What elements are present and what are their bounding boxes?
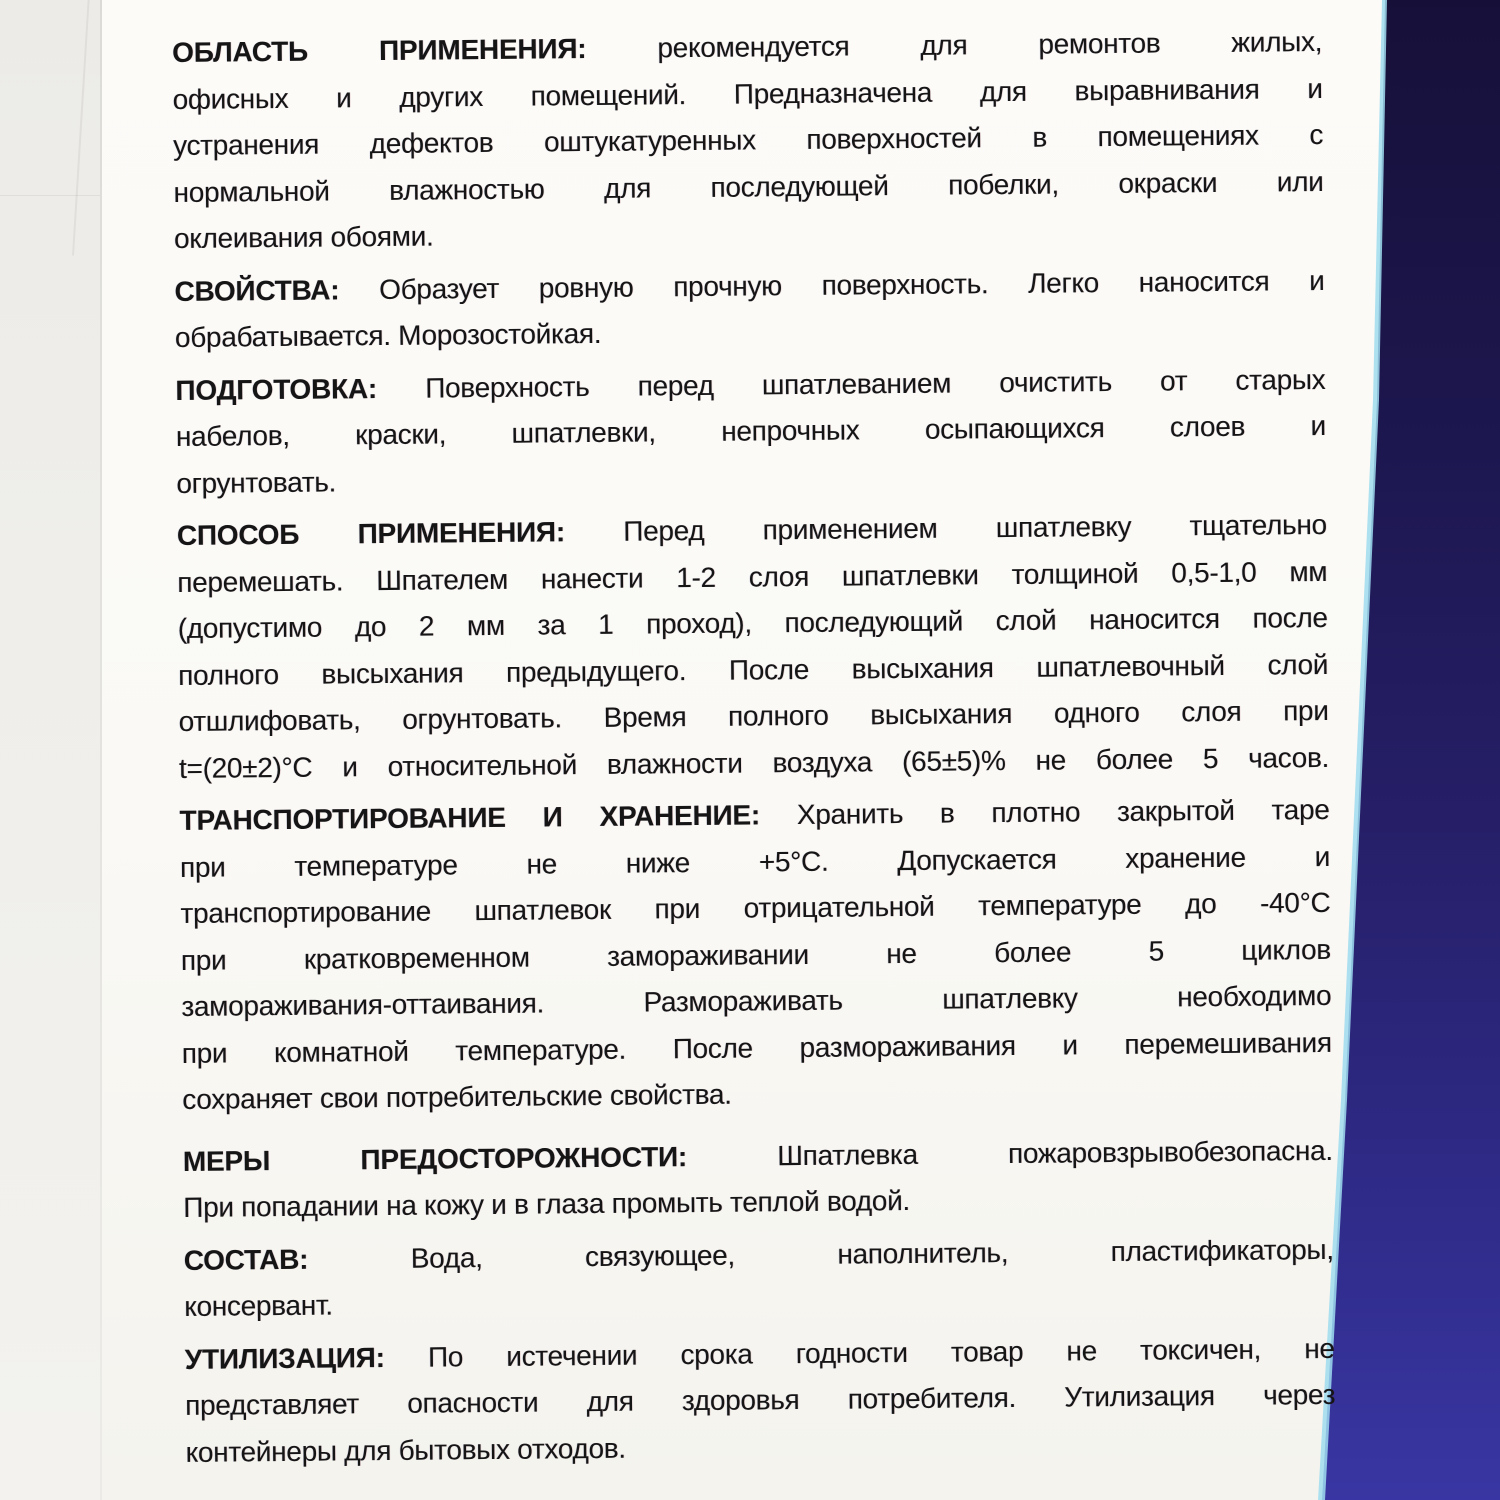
text-line: транспортирование шпатлевок при отрицательной температуре до -40°С — [180, 886, 1331, 929]
label-section-6 — [184, 1226, 1335, 1330]
label-section-1 — [174, 257, 1325, 361]
section-body-text: Шпатлевка пожаровзрывобезопасна. — [777, 1134, 1333, 1171]
section-header: СВОЙСТВА: — [174, 273, 340, 307]
text-line: замораживания-оттаивания. Размораживать шпатлевку необходимо — [181, 979, 1332, 1022]
section-header: ОБЛАСТЬ ПРИМЕНЕНИЯ: — [172, 33, 587, 68]
label-section-0 — [172, 19, 1324, 263]
text-line: представляет опасности для здоровья потребителя. Утилизация через — [185, 1378, 1336, 1421]
label-section-4 — [179, 787, 1332, 1124]
text-line: офисных и других помещений. Предназначена для выравнивания и — [172, 72, 1323, 115]
label-section-2 — [175, 356, 1326, 507]
text-line: огрунтовать. — [176, 465, 337, 499]
text-line: При попадании на кожу и в глаза промыть теплой водой. — [183, 1184, 911, 1223]
text-line: сохраняет свои потребительские свойства. — [182, 1078, 732, 1115]
section-header: УТИЛИЗАЦИЯ: — [184, 1341, 385, 1375]
text-line: полного высыхания предыдущего. После высыхания шпатлевочный слой — [178, 648, 1329, 691]
label-section-3 — [177, 502, 1330, 792]
package-side-strip — [0, 0, 102, 1500]
section-body-text: Хранить в плотно закрытой таре — [796, 793, 1330, 831]
text-line: при кратковременном замораживании не более 5 циклов — [180, 933, 1332, 976]
label-crease-horizontal — [0, 195, 100, 196]
section-body-text: Образует ровную прочную поверхность. Легко наносится и — [378, 264, 1325, 305]
section-header: ПОДГОТОВКА: — [175, 372, 378, 406]
text-line: обрабатывается. Морозостойкая. — [174, 317, 602, 353]
section-body-text: По истечении срока годности товар не токсичен, не — [427, 1332, 1335, 1373]
section-body-text: рекомендуется для ремонтов жилых, — [657, 25, 1323, 64]
section-header: СПОСОБ ПРИМЕНЕНИЯ: — [176, 516, 566, 551]
section-body-text: Перед применением шпатлевку тщательно — [623, 508, 1327, 547]
label-text — [172, 19, 1336, 1476]
text-line: при комнатной температуре. После размораживания и перемешивания — [181, 1026, 1332, 1069]
text-line: при температуре не ниже +5°С. Допускается хранение и — [179, 840, 1331, 883]
text-line: (допустимо до 2 мм за 1 проход), последующий слой наносится после — [177, 601, 1328, 644]
label-section-7 — [185, 1325, 1336, 1476]
text-line: оклеивания обоями. — [173, 220, 434, 254]
section-header: ТРАНСПОРТИРОВАНИЕ И ХРАНЕНИЕ: — [179, 799, 761, 836]
section-body-text: Вода, связующее, наполнитель, пластификаторы, — [410, 1233, 1334, 1274]
text-line: контейнеры для бытовых отходов. — [185, 1432, 626, 1468]
text-line: консервант. — [184, 1289, 333, 1322]
section-header: МЕРЫ ПРЕДОСТОРОЖНОСТИ: — [182, 1140, 688, 1177]
text-line: устранения дефектов оштукатуренных поверхностей в помещениях с — [172, 118, 1324, 161]
section-header: СОСТАВ: — [183, 1243, 309, 1276]
text-line: нормальной влажностью для последующей побелки, окраски или — [173, 165, 1324, 208]
text-line: отшлифовать, огрунтовать. Время полного высыхания одного слоя при — [178, 694, 1329, 737]
section-body-text: Поверхность перед шпатлеванием очистить от старых — [425, 363, 1326, 404]
label-section-5 — [183, 1127, 1334, 1231]
text-line: набелов, краски, шпатлевки, непрочных осыпающихся слоев и — [175, 409, 1326, 452]
text-line: перемешать. Шпателем нанести 1-2 слоя шпатлевки толщиной 0,5-1,0 мм — [177, 555, 1328, 598]
text-line: t=(20±2)°С и относительной влажности воздуха (65±5)% не более 5 часов. — [178, 741, 1330, 784]
